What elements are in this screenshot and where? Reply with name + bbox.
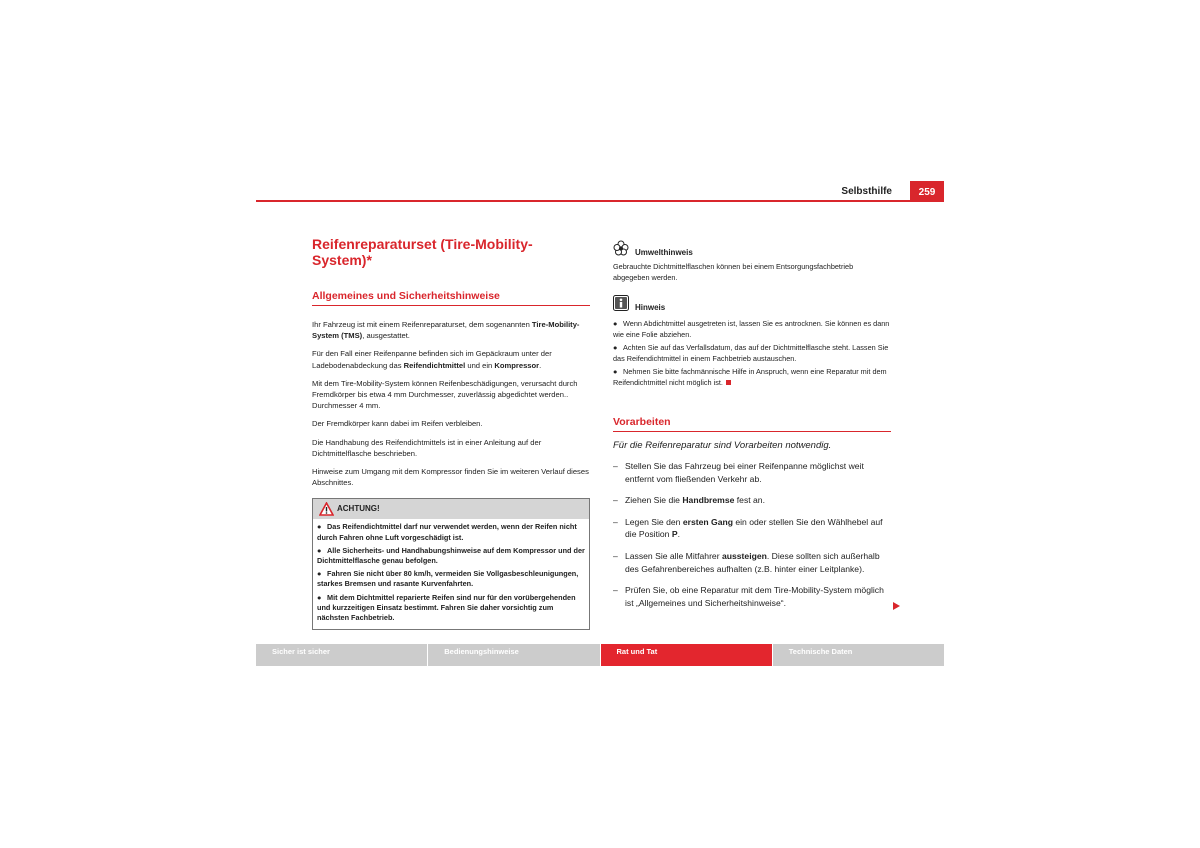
warning-box	[312, 498, 590, 630]
right-column	[613, 240, 891, 609]
warning-body	[313, 519, 589, 629]
section-subtitle: Allgemeines und Sicherheitshinweise	[312, 290, 590, 306]
vorarbeiten-title: Vorarbeiten	[613, 416, 891, 432]
footer-tab-sicher-ist-sicher[interactable]: Sicher ist sicher	[256, 644, 427, 666]
environment-note-text: Gebrauchte Dichtmittelflaschen können bei einem Entsorgungsfachbetrieb abgegeben werden.	[613, 262, 854, 282]
bullet-icon: ●	[317, 545, 322, 555]
paragraph-1: Ihr Fahrzeug ist mit einem Reifenreparaturset, dem sogenannten Tire-Mobility-System (TMS), ausgestattet.	[312, 320, 580, 341]
footer-tab-rat-und-tat[interactable]: Rat und Tat	[601, 644, 772, 666]
bullet-icon: ●	[317, 522, 322, 532]
continue-arrow-icon[interactable]	[893, 602, 900, 610]
page-title: Reifenreparaturset (Tire-Mobility-System)*	[312, 236, 533, 268]
flower-icon	[613, 240, 629, 256]
bullet-icon: ●	[613, 367, 618, 376]
warning-item: ● Mit dem Dichtmittel reparierte Reifen sind nur für den vorübergehenden und kurzzeitigen Einsatz bestimmt. Fahren Sie daher vorsichtig zum nächsten Fachbetrieb.	[317, 592, 576, 623]
warning-item: ● Alle Sicherheits- und Handhabungshinweise auf dem Kompressor und der Dichtmittelflasche genau befolgen.	[317, 545, 585, 566]
footer-tab-technische-daten[interactable]: Technische Daten	[773, 644, 944, 666]
footer-nav	[256, 644, 944, 666]
environment-note-header	[613, 240, 891, 260]
vorarbeiten-intro: Für die Reifenreparatur sind Vorarbeiten notwendig.	[613, 440, 832, 451]
bullet-icon: ●	[317, 569, 322, 579]
header-rule	[256, 200, 944, 202]
section-name: Selbsthilfe	[841, 186, 892, 197]
hint-item: ● Nehmen Sie bitte fachmännische Hilfe in Anspruch, wenn eine Reparatur mit dem Reifendichtmittel nicht möglich ist.	[613, 367, 887, 387]
hint-header	[613, 295, 891, 315]
warning-title: ACHTUNG!	[337, 504, 380, 514]
warning-header	[313, 499, 589, 519]
warning-triangle-icon	[319, 502, 334, 516]
footer-tab-bedienungshinweise[interactable]: Bedienungshinweise	[428, 644, 599, 666]
end-marker-icon	[726, 380, 731, 385]
paragraph-6: Hinweise zum Umgang mit dem Kompressor finden Sie im weiteren Verlauf dieses Abschnittes.	[312, 467, 589, 488]
bullet-icon: ●	[317, 592, 322, 602]
left-column	[312, 236, 590, 630]
paragraph-5: Die Handhabung des Reifendichtmittels ist in einer Anleitung auf der Dichtmittelflasche beschrieben.	[312, 437, 542, 458]
hint-item: ● Achten Sie auf das Verfallsdatum, das auf der Dichtmittelflasche steht. Lassen Sie das Reifendichtmittel in einem Fachbetrieb austauschen.	[613, 343, 889, 363]
warning-item: ● Fahren Sie nicht über 80 km/h, vermeiden Sie Vollgasbeschleunigungen, starkes Bremsen und rasante Kurvenfahrten.	[317, 569, 579, 589]
paragraph-2: Für den Fall einer Reifenpanne befinden sich im Gepäckraum unter der Ladebodenabdeckung das Reifendichtmittel und ein Kompressor.	[312, 349, 552, 370]
step-item: – Ziehen Sie die Handbremse fest an.	[613, 495, 765, 506]
paragraph-4: Der Fremdkörper kann dabei im Reifen verbleiben.	[312, 419, 483, 429]
info-icon	[613, 295, 629, 311]
hint-item: ● Wenn Abdichtmittel ausgetreten ist, lassen Sie es antrocknen. Sie können es dann wie eine Folie abziehen.	[613, 319, 890, 339]
hint-title: Hinweis	[635, 303, 666, 312]
bullet-icon: ●	[613, 343, 618, 352]
step-item: – Lassen Sie alle Mitfahrer aussteigen. Diese sollten sich außerhalb des Gefahrenbereiches aufhalten (z.B. hinter einer Leitplanke).	[613, 550, 880, 574]
step-item: – Prüfen Sie, ob eine Reparatur mit dem Tire-Mobility-System möglich ist „Allgemeines und Sicherheitshinweise“.	[613, 585, 884, 608]
warning-item: ● Das Reifendichtmittel darf nur verwendet werden, wenn der Reifen nicht durch Fahren ohne Luft vorgeschädigt ist.	[317, 522, 577, 542]
paragraph-3: Mit dem Tire-Mobility-System können Reifenbeschädigungen, verursacht durch Fremdkörper bis etwa 4 mm Durchmesser, zuverlässig abgedichtet werden.. Durchmesser 4 mm.	[312, 378, 578, 411]
environment-note-title: Umwelthinweis	[635, 248, 693, 257]
bullet-icon: ●	[613, 319, 618, 328]
step-item: – Legen Sie den ersten Gang ein oder stellen Sie den Wählhebel auf die Position P.	[613, 516, 883, 540]
hint-list	[613, 319, 891, 388]
page-number: 259	[910, 181, 944, 201]
step-item: – Stellen Sie das Fahrzeug bei einer Reifenpanne möglichst weit entfernt vom fließenden Verkehr ab.	[613, 461, 864, 484]
